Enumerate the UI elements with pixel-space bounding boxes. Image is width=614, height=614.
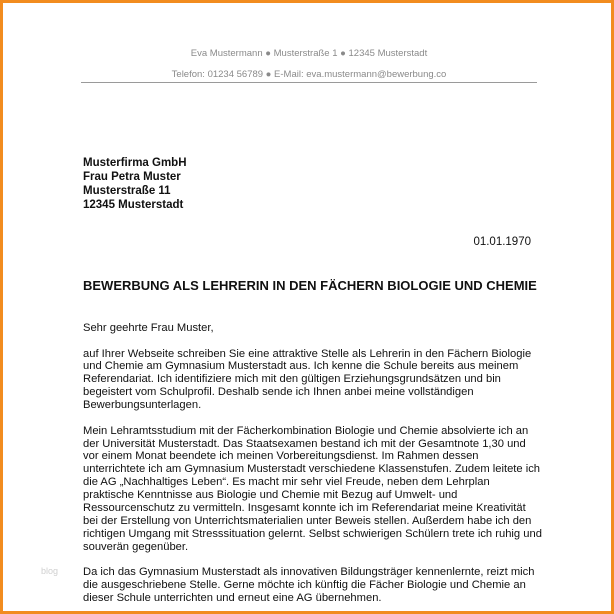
recipient-person: Frau Petra Muster: [83, 171, 181, 183]
recipient-city: 12345 Musterstadt: [83, 199, 184, 211]
letter-date: 01.01.1970: [473, 236, 531, 248]
sender-header: [81, 43, 537, 85]
paragraph-motivation: Da ich das Gymnasium Musterstadt als innovativen Bildungsträger kennenlernte, reizt mich die ausgeschriebene Stelle. Gerne möchte ich künftig die Fächer Biologie und Chemie an dieser Schule unterrichten und erneut eine AG übernehmen.: [83, 566, 535, 605]
salutation: Sehr geehrte Frau Muster,: [83, 322, 214, 334]
sender-address-line: Eva Mustermann ● Musterstraße 1 ● 12345 Musterstadt: [190, 48, 428, 59]
header-divider: [81, 82, 537, 83]
recipient-street: Musterstraße 11: [83, 185, 171, 197]
letter-body: [83, 322, 543, 614]
recipient-company: Musterfirma GmbH: [83, 157, 187, 169]
watermark: blog: [41, 566, 59, 576]
letter-subject: BEWERBUNG ALS LEHRERIN IN DEN FÄCHERN BIOLOGIE UND CHEMIE: [83, 278, 537, 293]
sender-contact-line: Telefon: 01234 56789 ● E-Mail: eva.mustermann@bewerbung.co: [171, 69, 447, 80]
paragraph-intro: auf Ihrer Webseite schreiben Sie eine attraktive Stelle als Lehrerin in den Fächern Biologie und Chemie am Gymnasium Musterstadt aus. Ich kenne die Schule bereits aus meinem Referendariat. Ich identifiziere mich mit den gültigen Erziehungsgrundsätzen und bin begeistert vom Schulprofil. Deshalb sende ich Ihnen anbei meine vollständigen Bewerbungsunterlagen.: [83, 347, 532, 412]
recipient-address: [83, 156, 187, 212]
paragraph-qualifications: Mein Lehramtsstudium mit der Fächerkombination Biologie und Chemie absolvierte ich an der Universität Musterstadt. Das Staatsexamen bestand ich mit der Gesamtnote 1,30 und vor einem Monat beendete ich meinen Vorbereitungsdienst. Im Rahmen dessen unterrichtete ich am Gymnasium Musterstadt verschiedene Klassenstufen. Zudem leitete ich die AG „Nachhaltiges Leben“. Es macht mir sehr viel Freude, neben dem Lehrplan praktische Kenntnisse aus Biologie und Chemie mit Bezug auf Umwelt- und Ressourcenschutz zu vermitteln. Insgesamt konnte ich im Referendariat meine Kreativität bei der Erstellung von Unterrichtsmaterialien unter Beweis stellen. Außerdem habe ich den richtigen Umgang mit Stresssituation gelernt. Selbst schwierigen Schülern trete ich ruhig und souverän gegenüber.: [83, 424, 542, 553]
